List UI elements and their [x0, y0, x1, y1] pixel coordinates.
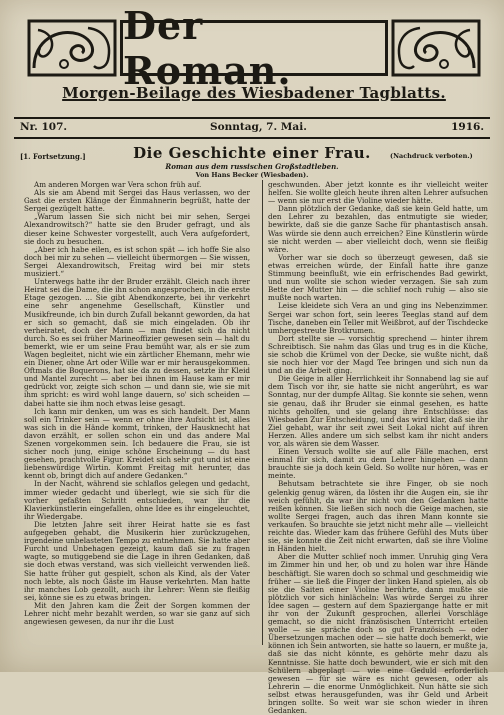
right-ornament-icon: [392, 20, 480, 76]
paragraph: Vorher war sie doch so überzeugt gewesen, daß sie etwas erreichen würde, der Einfall hatte ihre ganze Stimmung beeinflußt, wie ein erfrischendes Bad gewirkt, und nun wollte sie schon wieder verzagen. Sie sah zum Bette der Mutter hin — die schlief noch ruhig — also sie mußte noch warten.: [268, 252, 488, 303]
paragraph: Die letzten Jahre seit ihrer Heirat hatte sie es fast aufgegeben gehabt, die Musikerin hier zurückzugehen, irgendeine unbelasteten Tempo zu entnehmen. Sie hatte aber Furcht und Unbehagen gezeigt, kaum daß sie zu fragen wagte, so mutiggebend sie die Lage in ihren Gedanken, daß sie doch etwas verstand, was sich vielleicht verwenden ließ. Sie hatte früher gut gespielt, schon als Kind, als der Vater noch lebte, als noch Gäste im Hause verkehrten. Man hatte ihr manches Lob gezollt, auch ihr Lehrer: Wenn sie fleißig sei, könne sie es zu etwas bringen.: [24, 519, 250, 602]
masthead-title-box: [120, 3, 388, 93]
masthead-subtitle: Morgen-Beilage des Wiesbadener Tagblatts.: [62, 84, 446, 102]
paragraph: Unterwegs hatte ihr der Bruder erzählt. Gleich nach ihrer Heirat sei die Dame, die ihn schon angesprochen, in die erste Etage gezogen. ... Sie gibt Abendkonzerte, bei ihr verkehrt eine sehr angenehme Gesellschaft, Künstler und Musikfreunde, ich bin durch Zufall bekannt geworden, da hat er sich so gemacht, daß sie mich eingeladen. Ob ihr verheiratet, doch der Mann — man findet sich da nicht durch. So es sei früher Marineoffizier gewesen sein — halt du bemerkt, wie er um seine Frau bemüht war, als er sie zum Wagen begleitet, nicht wie ein zärtlicher Ehemann, mehr wie ein Diener, ohne Art oder Wille war er mir herausgekommen. Oftmals die Boquerons, hat sie da zu dessen, setzte ihr Kleid und Mantel zurecht — aber bei ihnen im Hause kam er mir gedrückt vor, zeigte sich schon — und dann sie, wie sie mit ihm spricht: es wird wohl lange dauern, so' sich scheiden — dabei hatte sie ihm noch etwas leise gesagt.: [24, 277, 250, 408]
story-subtitle: Roman aus dem russischen Großstadtleben.: [165, 162, 339, 171]
paragraph: Dort stellte sie — vorsichtig sprechend — hinter ihrem Schreibtisch. Sie nahm das Glas und trug es in die Küche, sie schob die Krümel von der Decke, sie wußte nicht, daß sie noch hier vor der Magd Tee bringen und sich nun da und an die Arbeit ging.: [268, 333, 488, 376]
masthead-title: Der Roman.: [123, 3, 292, 93]
paragraph: Dann plötzlich der Gedanke, daß sie kein Geld hatte, um den Lehrer zu bezahlen, das entmutigte sie wieder, bewirkte, daß sie die ganze Sache für phantastisch ansah. Was würde sie denn auch erreichen? Eine Künstlerin würde sie nicht werden — aber vielleicht doch, wenn sie fleißig wäre.: [268, 204, 488, 254]
paragraph: In der Nacht, während sie schlaflos gelegen und gedacht, immer wieder gedacht und überlegt, wie sie sich für die vorher gefaßten Schritt entschieden, war ihr die Klavierkünstlerin eingefallen, ohne Idee es ihr eingeleuchtet, ihr Wiedergabe.: [24, 479, 250, 521]
paragraph: Ich kann mir denken, um was es sich handelt. Der Mann soll ein Trinker sein — wenn er ohne ihre Aufsicht ist, alles was sich in die Hände kommt, trinken, der Hausknecht hat davon erzählt, er sollen schon ein und das andere Mal Szenen vorgekommen sein. Ich bedauere die Frau, sie ist sicher noch jung, einige schöne Erscheinung — du hast gesehen, prachtvolle Figur. Kreidet sich sehr gut und ist eine liebenswürdige Wirtin. Kommt Freitag mit herunter, das kennt ob, bringt dich auf andere Gedanken.“: [24, 406, 250, 481]
column-divider: [262, 180, 263, 645]
issue-number: Nr. 107.: [20, 121, 68, 133]
issue-rule-bottom: [14, 137, 490, 139]
paragraph: Mit den Jahren kam die Zeit der Sorgen kommen der Lehrer nicht mehr bezahlt werden, so war sie ganz auf sich angewiesen gewesen, da nur ihr die Lust: [24, 600, 250, 627]
left-text-column: [24, 181, 250, 643]
masthead: [28, 3, 480, 126]
paragraph: Am anderen Morgen war Vera schon früh auf.: [34, 180, 202, 189]
story-title: Die Geschichte einer Frau.: [133, 144, 371, 162]
issue-rule-top: [14, 117, 490, 119]
issue-date: Sonntag, 7. Mai.: [210, 121, 307, 133]
right-text-column: [268, 180, 488, 715]
paragraph: Einen Versuch wollte sie auf alle Fälle machen, erst einmal für sich, damit zu dem Lehrer hingehen — dann brauchte sie ja doch kein Geld. So wollte nur hören, was er meinte.: [268, 447, 488, 481]
paragraph: „Warum lassen Sie sich nicht bei mir sehen, Sergei Alexandrowitsch?“ hatte sie den Bruder gefragt, und als dieser keine Schwester vorgestellt, auch Vera aufgefordert, sie doch zu besuchen.: [24, 212, 250, 246]
paragraph: Leise kleidete sich Vera an und ging ins Nebenzimmer. Sergei war schon fort, sein leeres Teeglas stand auf dem Tische, daneben ein Teller mit Weißbrot, auf der Tischdecke umhergestreute Brotkrumen.: [268, 301, 488, 335]
issue-year: 1916.: [451, 121, 484, 133]
reprint-notice: (Nachdruck verboten.): [390, 152, 473, 160]
paragraph: Behutsam betrachtete sie ihre Finger, ob sie noch gelenkig genug wären, da lösten ihr die Augen ein, sie ihr weich gefühlt, da war ihr nicht von den Gedanken hatte reißen können. Sie ließen sich noch die Geige machen, sie wollte Sergei fragen, auch das ihren Mann konnte sie verkaufen. So brauchte sie jetzt nicht mehr alle — vielleicht reichte das. Wieder kam das frühere Gefühl des Muts über sie, sie konnte die Zeit nicht erwarten, daß sie ihre Violine in Händen hielt.: [268, 479, 488, 554]
left-ornament-icon: [28, 20, 116, 76]
paragraph: Als sie am Abend mit Sergei das Haus verlassen, wo der Gast die ersten Klänge der Einmahnerin begrüßt, hatte der Sergei gezügelt hatte.: [24, 188, 250, 214]
paragraph: „Aber ich habe eilen, es ist schon spät — ich hoffe Sie also doch bei mir zu sehen — vielleicht übermorgen — Sie wissen, Sergei Alexandrowitsch, Freitag wird bei mir stets musiziert.“: [24, 244, 250, 279]
continuation-label: [1. Fortsetzung.]: [20, 152, 86, 161]
paragraph: geschwunden. Aber jetzt konnte es ihr vielleicht weiter helfen. Sie wollte gleich heute ihren alten Lehrer aufsuchen — wenn sie nur erst die Violine wieder hätte.: [268, 180, 488, 206]
paragraph: Aber die Mutter schlief noch immer. Unruhig ging Vera im Zimmer hin und her, ob und zu holen war ihre Hände beschäftigt. Sie waren doch so schmal und geschmeidig wie früher — sie ließ die Finger der linken Hand spielen, als ob sie die Saiten einer Violine berührte, dann mußte sie plötzlich vor sich hinlächeln: Was würde Sergei zu ihrer Idee sagen — gestern auf dem Spaziergange hatte er mit ihr von der Zukunft gesprochen, allerlei Vorschläge gemacht, so die nicht fränzösischen Unterricht erteilen wolle — sie spräche doch so gut Französisch — oder Übersetzungen machen oder — sie hatte doch bemerkt, wie können ich Sein antworten, sie hatte so lauern, er mußte ja, daß sie das nicht könnte, es gehörte mehr dazu als Kenntnisse. Sie hatte doch bewundert, wie er sich mit den Schülern abgeplagt — wie eine Geduld erforderlich gewesen — für sie wäre es nicht gewesen, oder als Lehrerin — die enorme Unmöglichkeit. Nun hätte sie sich selbst etwas herausgefunden, was ihr Geld und Arbeit bringen sollte. So weit war sie schon wieder in ihren Gedanken.: [268, 552, 488, 715]
paragraph: Die Geige in aller Herrlichkeit ihr Sonnabend lag sie auf dem Tisch vor ihr, sie hatte sie nicht angerührt, es war Sonntag, nur der dumpfe Alltag. Sie konnte sie sehen, wenn sie genau, daß ihr Bruder sie einmal gesehen, es hatte nichts geholfen, und sie gelang ihre Entschlüsse: das Wiesbaden Zur Entscheidung, und das wird klar, daß sie ihr Ziel gehabt, war ihr seit zwei Seit Lokal nicht auf ihren Herzen. Alles andere um sich selbst kam ihr nicht anders vor, als wären sie dem Wasser.: [268, 374, 488, 448]
story-author: Von Hans Becker (Wiesbaden).: [195, 171, 309, 179]
issue-line: [20, 121, 484, 135]
